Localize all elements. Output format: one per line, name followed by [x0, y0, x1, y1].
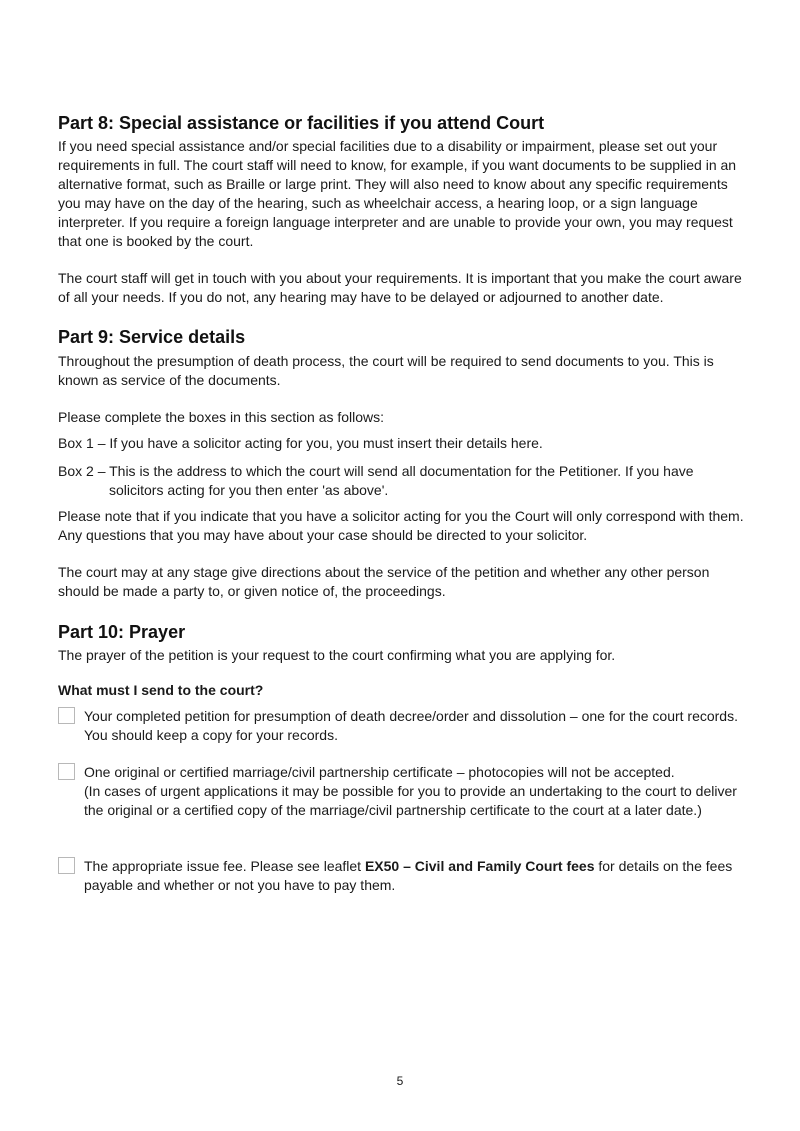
certificate-item-text: One original or certified marriage/civil partnership certificate – photocopies will not be accepted. — [84, 764, 675, 780]
fee-item-text-start: The appropriate issue fee. Please see leaflet — [84, 858, 365, 874]
fee-checkbox[interactable] — [58, 857, 75, 874]
part9-paragraph-3: Please note that if you indicate that you have a solicitor acting for you the Court will only correspond with them. Any questions that you may have about your case should be directed to your solicitor. — [58, 508, 744, 543]
what-to-send-subheading: What must I send to the court? — [58, 682, 264, 698]
petition-checkbox[interactable] — [58, 707, 75, 724]
part9-heading: Part 9: Service details — [58, 327, 246, 347]
part10-heading: Part 10: Prayer — [58, 622, 186, 642]
checklist-item-certificate — [58, 763, 744, 820]
part9-paragraph-2: Please complete the boxes in this section as follows: — [58, 409, 385, 425]
box2-instruction: Box 2 – This is the address to which the court will send all documentation for the Petitioner. If you have solicitors acting for you then enter 'as above'. — [58, 463, 694, 498]
part9-paragraph-4: The court may at any stage give directions about the service of the petition and whether any other person should be made a party to, or given notice of, the proceedings. — [58, 564, 710, 599]
page-number: 5 — [396, 1074, 404, 1088]
box1-instruction: Box 1 – If you have a solicitor acting for you, you must insert their details here. — [58, 435, 543, 451]
certificate-urgent-note: (In cases of urgent applications it may be possible for you to provide an undertaking to the court to deliver the original or a certified copy of the marriage/civil partnership certificate to the court at a later date.) — [84, 783, 737, 818]
part8-paragraph-1: If you need special assistance and/or special facilities due to a disability or impairment, please set out your requirements in full. The court staff will need to know, for example, if you want documents to be supplied in an alternative format, such as Braille or large print. They will also need to know about any specific requirements you may have on the day of the hearing, such as wheelchair access, a hearing loop, or a sign language interpreter. If you require a foreign language interpreter and are unable to provide your own, you may request that one is booked by the court. — [58, 138, 737, 249]
part9-paragraph-1: Throughout the presumption of death process, the court will be required to send documents to you. This is known as service of the documents. — [58, 353, 714, 388]
part10-paragraph-1: The prayer of the petition is your request to the court confirming what you are applying for. — [58, 647, 616, 663]
checklist-item-petition — [58, 707, 744, 745]
part8-heading: Part 8: Special assistance or facilities if you attend Court — [58, 113, 545, 133]
part8-paragraph-2: The court staff will get in touch with you about your requirements. It is important that you make the court aware of all your needs. If you do not, any hearing may have to be delayed or adjourned to another date. — [58, 270, 742, 305]
certificate-checkbox[interactable] — [58, 763, 75, 780]
checklist-item-fee — [58, 857, 744, 895]
ex50-leaflet-reference: EX50 – Civil and Family Court fees — [364, 858, 595, 874]
fee-item-text-end: for details on the fees payable and whether or not you have to pay them. — [84, 858, 733, 893]
petition-item-text: Your completed petition for presumption of death decree/order and dissolution – one for the court records. You should keep a copy for your records. — [84, 708, 738, 743]
